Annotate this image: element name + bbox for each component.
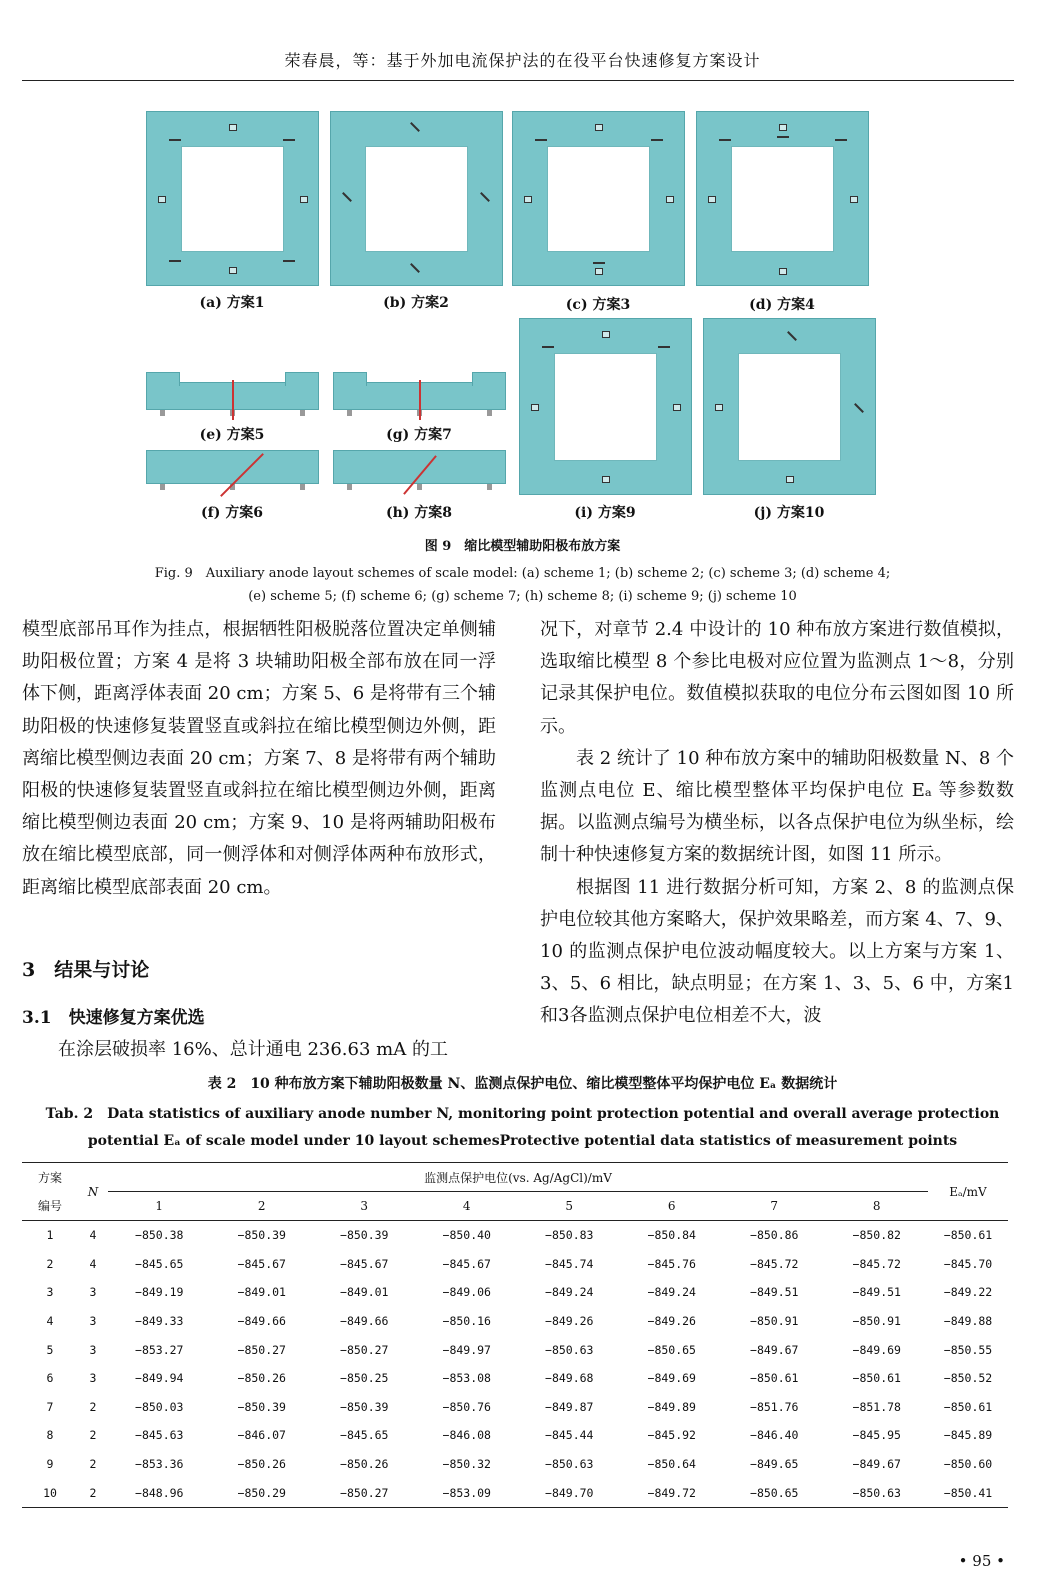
scheme-6-model (146, 450, 319, 500)
cell-potential: −849.24 (545, 1285, 594, 1300)
cell-potential: −849.01 (237, 1285, 286, 1300)
cell-potential: −851.76 (750, 1399, 799, 1414)
cell-potential: −849.70 (518, 1478, 621, 1507)
cell-potential: −845.74 (545, 1256, 594, 1271)
scheme-2-model (330, 111, 503, 286)
cell-potential: −845.67 (340, 1256, 389, 1271)
table-caption-cn: 表 2 10 种布放方案下辅助阳极数量 N、监测点保护电位、缩比模型整体平均保护电位 Eₐ 数据统计 (207, 1076, 838, 1092)
cell-potential: −850.91 (852, 1314, 901, 1329)
cell-anode-count: 2 (89, 1428, 97, 1443)
cell-potential: −845.65 (135, 1256, 184, 1271)
cell-potential: −850.38 (135, 1228, 184, 1243)
cell-scheme-id: 9 (46, 1457, 54, 1472)
cell-potential: −853.08 (442, 1371, 491, 1386)
cell-potential: −850.83 (545, 1228, 594, 1243)
table-caption-en-line1: Tab. 2 Data statistics of auxiliary anode number N, monitoring point protection potential and overall average protection (45, 1106, 1000, 1122)
cell-scheme-id: 8 (46, 1428, 54, 1443)
cell-potential: −849.24 (647, 1285, 696, 1300)
table-row (22, 1478, 1008, 1507)
cell-potential: −850.27 (237, 1342, 286, 1357)
cell-potential: −849.51 (750, 1285, 799, 1300)
cell-potential: −850.65 (723, 1478, 826, 1507)
left-column (22, 614, 496, 904)
cell-potential: −849.19 (135, 1285, 184, 1300)
section-heading-3: 3 结果与讨论 (22, 959, 150, 981)
panel-label-c: (c) 方案3 (565, 297, 631, 313)
cell-potential: −850.26 (237, 1457, 286, 1472)
cell-potential: −850.63 (545, 1342, 594, 1357)
header-point-1: 1 (108, 1192, 211, 1221)
cell-scheme-id: 10 (22, 1478, 78, 1507)
cell-scheme-id: 2 (46, 1256, 54, 1271)
header-point-7: 7 (723, 1192, 826, 1221)
cell-average-potential: −850.60 (943, 1457, 993, 1472)
cell-potential: −850.16 (442, 1314, 491, 1329)
scheme-4-model (696, 111, 869, 286)
right-paragraph-2: 表 2 统计了 10 种布放方案中的辅助阳极数量 N、8 个监测点电位 E、缩比模型整体平均保护电位 Eₐ 等参数数据。以监测点编号为横坐标，以各点保护电位为纵坐标，绘制十种快速修复方案的数据统计图，如图 11 所示。 (540, 747, 1014, 866)
scheme-10-model (703, 318, 876, 495)
cell-potential: −849.33 (135, 1314, 184, 1329)
cell-potential: −850.86 (750, 1228, 799, 1243)
cell-anode-count: 3 (89, 1342, 97, 1357)
cell-potential: −849.89 (647, 1399, 696, 1414)
cell-potential: −850.39 (340, 1228, 389, 1243)
cell-potential: −850.26 (340, 1457, 389, 1472)
cell-anode-count: 3 (89, 1285, 97, 1300)
cell-potential: −845.65 (340, 1428, 389, 1443)
cell-potential: −849.51 (852, 1285, 901, 1300)
header-n: N (78, 1163, 108, 1221)
cell-potential: −850.61 (852, 1371, 901, 1386)
figure-caption-en-line2: (e) scheme 5; (f) scheme 6; (g) scheme 7; (h) scheme 8; (i) scheme 9; (j) scheme 10 (248, 589, 797, 604)
cell-potential: −848.96 (108, 1478, 211, 1507)
left-paragraph-1: 模型底部吊耳作为挂点，根据牺牲阳极脱落位置决定单侧辅助阳极位置；方案 4 是将 3 块辅助阳极全部布放在同一浮体下侧，距离浮体表面 20 cm；方案 5、6 是将带有三个辅助阳极的快速修复装置竖直或斜拉在缩比模型侧边外侧，距离缩比模型侧边表面 20 cm；方案 7、8 是将带有两个辅助阳极的快速修复装置竖直或斜拉在缩比模型侧边外侧，距离缩比模型侧边表面 20 cm；方案 9、10 是将两辅助阳极布放在缩比模型底部，同一侧浮体和对侧浮体两种布放形式，距离缩比模型底部表面 20 cm。 (22, 619, 496, 898)
cell-potential: −845.95 (852, 1428, 901, 1443)
cell-anode-count: 3 (89, 1371, 97, 1386)
cell-average-potential: −849.88 (943, 1314, 993, 1329)
running-head: 荣春晨，等：基于外加电流保护法的在役平台快速修复方案设计 (284, 51, 761, 70)
panel-label-f: (f) 方案6 (201, 505, 263, 521)
cell-potential: −849.66 (340, 1314, 389, 1329)
cell-average-potential: −850.55 (943, 1342, 993, 1357)
cell-potential: −849.67 (852, 1457, 901, 1472)
cell-anode-count: 2 (89, 1399, 97, 1414)
cell-potential: −850.26 (237, 1371, 286, 1386)
cell-potential: −850.64 (647, 1457, 696, 1472)
cell-anode-count: 2 (89, 1457, 97, 1472)
cell-potential: −853.27 (135, 1342, 184, 1357)
cell-potential: −845.92 (647, 1428, 696, 1443)
header-scheme-number: 编号 (22, 1192, 78, 1221)
cell-potential: −849.65 (750, 1457, 799, 1472)
panel-label-a: (a) 方案1 (199, 295, 265, 311)
scheme-1-model (146, 111, 319, 286)
cell-scheme-id: 1 (46, 1228, 54, 1243)
panel-label-d: (d) 方案4 (749, 297, 815, 313)
cell-average-potential: −849.22 (943, 1285, 993, 1300)
cell-average-potential: −850.61 (943, 1228, 993, 1243)
cell-scheme-id: 3 (46, 1285, 54, 1300)
table-row (22, 1364, 1008, 1393)
cell-potential: −850.32 (442, 1457, 491, 1472)
figure-caption-cn: 图 9 缩比模型辅助阳极布放方案 (424, 539, 621, 554)
cell-average-potential: −845.70 (943, 1256, 993, 1271)
cell-potential: −850.27 (313, 1478, 416, 1507)
cell-potential: −846.40 (750, 1428, 799, 1443)
cell-potential: −850.29 (211, 1478, 314, 1507)
cell-potential: −850.63 (545, 1457, 594, 1472)
cell-potential: −845.76 (647, 1256, 696, 1271)
cell-potential: −853.09 (416, 1478, 519, 1507)
cell-potential: −849.26 (647, 1314, 696, 1329)
figure-caption-en-line1: Fig. 9 Auxiliary anode layout schemes of scale model: (a) scheme 1; (b) scheme 2; (c) scheme 3; (d) scheme 4; (154, 566, 891, 581)
header-ea: Eₐ/mV (928, 1163, 1008, 1221)
cell-scheme-id: 4 (46, 1314, 54, 1329)
cell-potential: −850.39 (237, 1228, 286, 1243)
data-table (22, 1162, 1008, 1508)
cell-potential: −853.36 (135, 1457, 184, 1472)
cell-average-potential: −850.52 (943, 1371, 993, 1386)
cell-potential: −849.94 (135, 1371, 184, 1386)
cell-potential: −850.76 (442, 1399, 491, 1414)
cell-potential: −849.72 (621, 1478, 724, 1507)
cell-potential: −845.67 (442, 1256, 491, 1271)
cell-potential: −850.39 (237, 1399, 286, 1414)
scheme-3-model (512, 111, 685, 286)
right-paragraph-3: 根据图 11 进行数据分析可知，方案 2、8 的监测点保护电位较其他方案略大，保护效果略差，而方案 4、7、9、10 的监测点保护电位波动幅度较大。以上方案与方案 1、3、5、6 相比，缺点明显；在方案 1、3、5、6 中，方案1和3各监测点保护电位相差不大，波 (540, 876, 1014, 1027)
table-caption-en-line2: potential Eₐ of scale model under 10 layout schemesProtective potential data statistics of measurement points (87, 1133, 958, 1149)
cell-potential: −849.06 (442, 1285, 491, 1300)
cell-potential: −849.69 (647, 1371, 696, 1386)
panel-label-i: (i) 方案9 (574, 505, 636, 521)
left-column-tail (22, 1034, 496, 1066)
panel-label-j: (j) 方案10 (753, 505, 825, 521)
cell-potential: −845.67 (237, 1256, 286, 1271)
page-number: • 95 • (958, 1552, 1005, 1570)
cell-average-potential: −845.89 (943, 1428, 993, 1443)
cell-potential: −849.66 (237, 1314, 286, 1329)
table-row (22, 1421, 1008, 1450)
scheme-5-model (146, 372, 319, 422)
cell-potential: −845.63 (135, 1428, 184, 1443)
table-row (22, 1221, 1008, 1250)
cell-potential: −850.82 (852, 1228, 901, 1243)
cell-potential: −849.69 (852, 1342, 901, 1357)
cell-potential: −846.07 (237, 1428, 286, 1443)
cell-potential: −850.65 (647, 1342, 696, 1357)
header-point-5: 5 (518, 1192, 621, 1221)
cell-potential: −850.63 (826, 1478, 929, 1507)
cell-potential: −849.26 (545, 1314, 594, 1329)
table-row (22, 1307, 1008, 1336)
scheme-7-model (333, 372, 506, 422)
right-column (540, 614, 1014, 1033)
cell-anode-count: 3 (89, 1314, 97, 1329)
header-point-2: 2 (211, 1192, 314, 1221)
cell-potential: −849.87 (545, 1399, 594, 1414)
cell-potential: −845.44 (545, 1428, 594, 1443)
table-row (22, 1393, 1008, 1422)
panel-label-e: (e) 方案5 (199, 427, 265, 443)
header-point-6: 6 (621, 1192, 724, 1221)
header-scheme: 方案 (22, 1163, 78, 1192)
header-point-4: 4 (416, 1192, 519, 1221)
cell-potential: −851.78 (852, 1399, 901, 1414)
panel-label-b: (b) 方案2 (383, 295, 449, 311)
cell-potential: −845.72 (750, 1256, 799, 1271)
cell-average-potential: −850.41 (928, 1478, 1008, 1507)
cell-potential: −850.03 (135, 1399, 184, 1414)
cell-anode-count: 4 (89, 1256, 97, 1271)
scheme-8-model (333, 450, 506, 500)
cell-scheme-id: 5 (46, 1342, 54, 1357)
left-paragraph-2: 在涂层破损率 16%、总计通电 236.63 mA 的工 (58, 1039, 448, 1060)
header-potential-group: 监测点保护电位(vs. Ag/AgCl)/mV (108, 1163, 928, 1192)
cell-anode-count: 4 (89, 1228, 97, 1243)
scheme-9-model (519, 318, 692, 495)
table-row (22, 1450, 1008, 1479)
table-row (22, 1250, 1008, 1279)
header-rule (22, 80, 1014, 81)
section-heading-3-1: 3.1 快速修复方案优选 (22, 1008, 205, 1028)
cell-potential: −849.67 (750, 1342, 799, 1357)
cell-scheme-id: 7 (46, 1399, 54, 1414)
cell-potential: −850.27 (340, 1342, 389, 1357)
header-point-3: 3 (313, 1192, 416, 1221)
cell-potential: −849.01 (340, 1285, 389, 1300)
cell-potential: −849.68 (545, 1371, 594, 1386)
cell-scheme-id: 6 (46, 1371, 54, 1386)
cell-potential: −850.25 (340, 1371, 389, 1386)
right-paragraph-1: 况下，对章节 2.4 中设计的 10 种布放方案进行数值模拟，选取缩比模型 8 个参比电极对应位置为监测点 1～8，分别记录其保护电位。数值模拟获取的电位分布云图如图 10 所示。 (540, 619, 1014, 737)
cell-potential: −850.39 (340, 1399, 389, 1414)
panel-label-h: (h) 方案8 (385, 505, 453, 521)
table-row (22, 1335, 1008, 1364)
panel-label-g: (g) 方案7 (386, 427, 452, 443)
cell-potential: −850.84 (647, 1228, 696, 1243)
cell-potential: −846.08 (442, 1428, 491, 1443)
header-point-8: 8 (826, 1192, 929, 1221)
cell-anode-count: 2 (78, 1478, 108, 1507)
cell-potential: −850.91 (750, 1314, 799, 1329)
cell-potential: −845.72 (852, 1256, 901, 1271)
cell-average-potential: −850.61 (943, 1399, 993, 1414)
cell-potential: −850.40 (442, 1228, 491, 1243)
table-row (22, 1278, 1008, 1307)
cell-potential: −849.97 (442, 1342, 491, 1357)
cell-potential: −850.61 (750, 1371, 799, 1386)
